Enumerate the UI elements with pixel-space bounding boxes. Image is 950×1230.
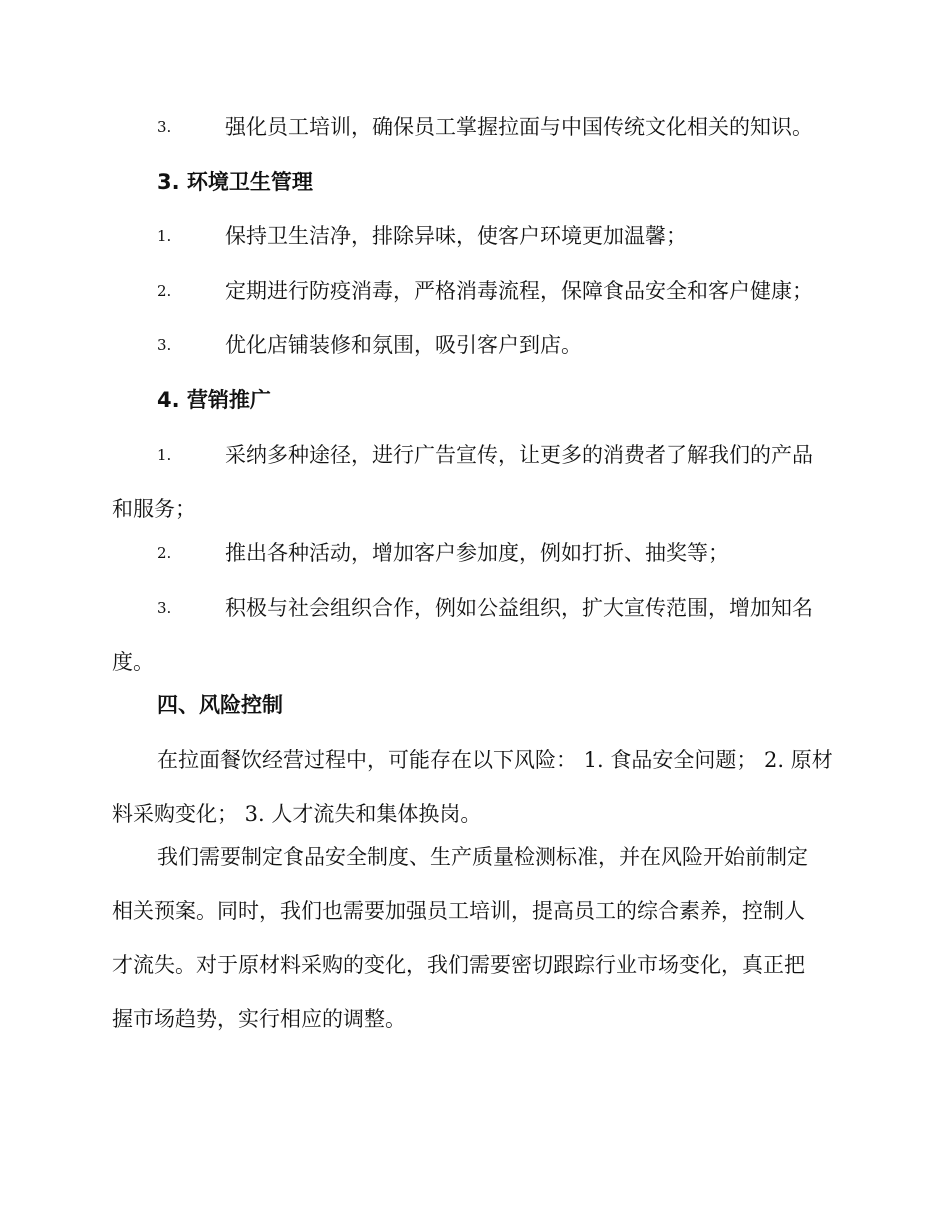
paragraph-line: 料采购变化； 3. 人才流失和集体换岗。 [112,802,482,826]
list-number: 3. [157,118,172,136]
list-number: 2. [157,282,172,300]
list-item [112,526,840,580]
list-text-continued: 度。 [112,650,154,674]
section-heading-marketing: 4. 营销推广 [157,388,271,412]
paragraph-measures [112,830,840,1046]
list-number: 2. [157,544,172,562]
paragraph-risks [112,733,840,841]
list-text: 保持卫生洁净，排除异味，使客户环境更加温馨； [225,224,687,248]
list-text: 推出各种活动，增加客户参加度，例如打折、抽奖等； [225,541,729,565]
section-heading-risk-control: 四、风险控制 [157,693,283,717]
list-text: 优化店铺装修和氛围，吸引客户到店。 [225,333,582,357]
list-text-continued: 和服务； [112,497,196,521]
list-text: 积极与社会组织合作，例如公益组织，扩大宣传范围，增加知名 [225,596,813,620]
list-text: 定期进行防疫消毒，严格消毒流程，保障食品安全和客户健康； [225,279,813,303]
list-text: 采纳多种途径，进行广告宣传，让更多的消费者了解我们的产品 [225,443,813,467]
list-item [112,318,840,372]
section-heading-environment: 3. 环境卫生管理 [157,170,313,194]
list-number: 1. [157,446,172,464]
list-number: 3. [157,336,172,354]
list-text: 强化员工培训，确保员工掌握拉面与中国传统文化相关的知识。 [225,115,813,139]
list-item [112,100,840,154]
list-number: 1. [157,227,172,245]
list-item [112,264,840,318]
list-item [112,209,840,263]
paragraph-line: 我们需要制定食品安全制度、生产质量检测标准，并在风险开始前制定 [157,845,808,869]
list-item [112,428,840,536]
paragraph-line: 握市场趋势，实行相应的调整。 [112,1007,406,1031]
list-item [112,581,840,689]
paragraph-line: 相关预案。同时，我们也需要加强员工培训，提高员工的综合素养，控制人 [112,899,805,923]
list-number: 3. [157,599,172,617]
paragraph-line: 在拉面餐饮经营过程中，可能存在以下风险： 1. 食品安全问题； 2. 原材 [157,748,833,772]
paragraph-line: 才流失。对于原材料采购的变化，我们需要密切跟踪行业市场变化，真正把 [112,953,805,977]
